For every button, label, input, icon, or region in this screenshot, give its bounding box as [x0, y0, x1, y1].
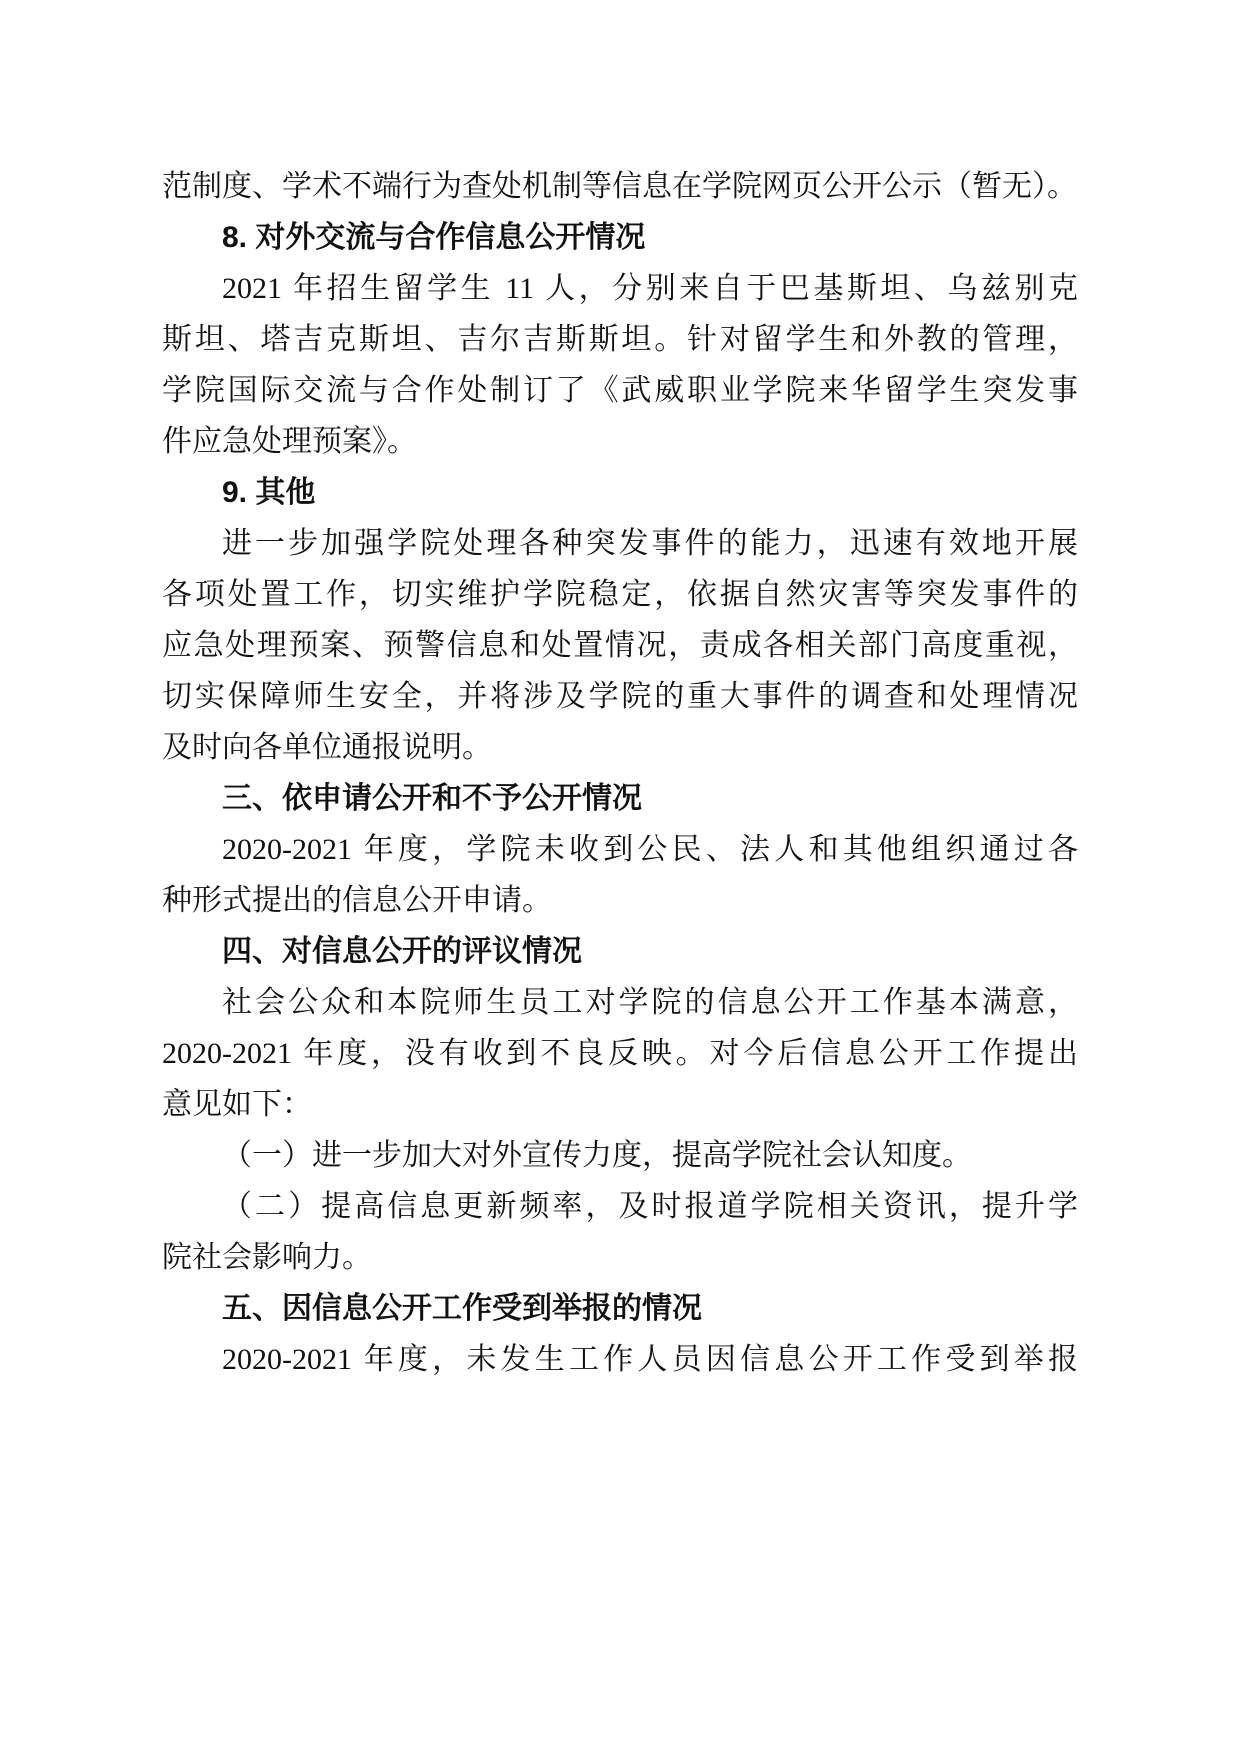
- section-heading: 9. 其他: [222, 476, 316, 509]
- text-line: 2020-2021 年度，没有收到不良反映。对今后信息公开工作提出: [162, 1037, 1078, 1070]
- text-line: 斯坦、塔吉克斯坦、吉尔吉斯斯坦。针对留学生和外教的管理，: [162, 323, 1078, 356]
- section-heading: 8. 对外交流与合作信息公开情况: [222, 221, 646, 254]
- text-line: 应急处理预案、预警信息和处置情况，责成各相关部门高度重视，: [162, 629, 1078, 662]
- section-heading: 四、对信息公开的评议情况: [222, 935, 582, 968]
- text-line: 学院国际交流与合作处制订了《武威职业学院来华留学生突发事: [162, 374, 1078, 407]
- text-line: 件应急处理预案》。: [162, 425, 417, 458]
- document-text-block: [162, 161, 1078, 1385]
- section-heading: 三、依申请公开和不予公开情况: [222, 782, 642, 815]
- text-line: 院社会影响力。: [162, 1241, 372, 1274]
- text-line: 切实保障师生安全，并将涉及学院的重大事件的调查和处理情况: [162, 680, 1078, 713]
- text-line: 范制度、学术不端行为查处机制等信息在学院网页公开公示（暂无）。: [162, 170, 1077, 203]
- text-line: 各项处置工作，切实维护学院稳定，依据自然灾害等突发事件的: [162, 578, 1078, 611]
- text-line: 进一步加强学院处理各种突发事件的能力，迅速有效地开展: [222, 527, 1078, 560]
- text-line: 意见如下：: [162, 1088, 312, 1121]
- text-line: 2020-2021 年度，未发生工作人员因信息公开工作受到举报: [222, 1343, 1078, 1376]
- text-line: 种形式提出的信息公开申请。: [162, 884, 552, 917]
- text-line: 及时向各单位通报说明。: [162, 731, 492, 764]
- section-heading: 五、因信息公开工作受到举报的情况: [222, 1292, 702, 1325]
- text-line: 2021 年招生留学生 11 人，分别来自于巴基斯坦、乌兹别克: [222, 272, 1078, 305]
- text-line: 社会公众和本院师生员工对学院的信息公开工作基本满意，: [222, 986, 1078, 1019]
- text-line: （一）进一步加大对外宣传力度，提高学院社会认知度。: [222, 1139, 972, 1172]
- text-line: 2020-2021 年度，学院未收到公民、法人和其他组织通过各: [222, 833, 1078, 866]
- text-line: （二）提高信息更新频率，及时报道学院相关资讯，提升学: [222, 1190, 1078, 1223]
